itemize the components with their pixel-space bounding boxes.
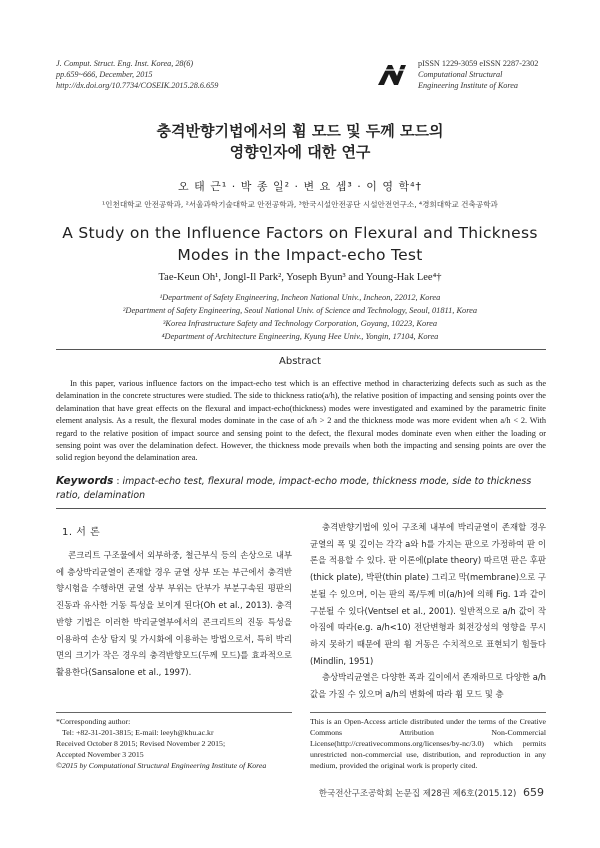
title-english-line-2: Modes in the Impact-echo Test bbox=[177, 246, 423, 264]
affiliation-english: ⁴Department of Architecture Engineering, Kyung Hee Univ., Yongin, 17104, Korea bbox=[161, 332, 439, 341]
right-column bbox=[310, 519, 546, 703]
keywords-bottom-rule bbox=[56, 508, 546, 509]
affiliation-english: ¹Department of Safety Engineering, Incheon National Univ., Incheon, 22012, Korea bbox=[159, 293, 441, 302]
affiliations-korean: ¹인천대학교 안전공학과, ²서울과학기술대학교 안전공학과, ³한국시설안전공단 시설안전연구소, ⁴경희대학교 건축공학과 bbox=[102, 200, 498, 209]
paragraph: 콘크리트 구조물에서 외부하중, 철근부식 등의 손상으로 내부에 층상박리균열이 존재할 경우 균열 상부 또는 부근에서 충격반향시험을 수행하면 균열 상부 부위는 단부가 부분구속된 평판의 진동과 유사한 거동 특성을 보이게 된다(Oh et al., 2013). 충격반향 기법은 이러한 박리균열부에서의 콘크리트의 진동 특성을 이용하여 손상 탐지 및 가시화에 이용하는 방법으로서, 특히 박리면의 크기가 작은 경우의 충격반향모드(두께 모드)를 효과적으로 활용한다(Sansalone et al., 1997). bbox=[56, 550, 292, 677]
keywords-separator: : bbox=[116, 476, 123, 487]
issn-line: pISSN 1229-3059 eISSN 2287-2302 bbox=[418, 59, 539, 68]
journal-header-right bbox=[418, 58, 538, 91]
header-line: Engineering Institute of Korea bbox=[418, 81, 518, 90]
title-korean-line-2: 영향인자에 대한 연구 bbox=[229, 143, 371, 161]
header-line: J. Comput. Struct. Eng. Inst. Korea, 28(6) bbox=[56, 59, 194, 68]
copyright-line: ©2015 by Computational Structural Engineering Institute of Korea bbox=[56, 761, 267, 770]
received-line: Received October 8 2015; Revised November 2 2015; bbox=[56, 739, 226, 748]
abstract-heading: Abstract bbox=[279, 356, 321, 367]
title-korean-line-1: 충격반향기법에서의 휨 모드 및 두께 모드의 bbox=[156, 122, 444, 140]
footnote-rule-right bbox=[310, 712, 546, 713]
header-line: pp.659~666, December, 2015 bbox=[56, 70, 153, 79]
section-title: 1. 서 론 bbox=[62, 527, 101, 538]
paragraph: 층상박리균열은 다양한 폭과 깊이에서 존재하므로 다양한 a/h 값을 가질 수 있으며 a/h의 변화에 따라 휨 모드 및 층 bbox=[310, 672, 546, 700]
left-column bbox=[56, 547, 292, 681]
contact-line: Tel: +82-31-201-3815; E-mail: leeyh@khu.ac.kr bbox=[62, 728, 214, 737]
abstract-body: In this paper, various influence factors on the impact-echo test which is an effective method in characterizing defects such as such as the delamination in the concrete structures were studied. The side to thickness ratio(a/h), the relative position of impacting and sensing points over the delamination that have great effects on the flexural and impact-echo(thickness) modes were investigated and examined by the parametric finite element analysis. As a result, the flexural modes dominate in the case of a/h > 2 and the thickness mode was more evident when a/h < 2. With regard to the relative position of impact source and sensing point to the defect, the flexural modes dominate even when either the loading or sensing point was over the delamination defect. However, the thickness mode prevails when both the impacting and sensing points are over the solid region beyond the delamination area. bbox=[56, 379, 546, 463]
footnote-rule-left bbox=[56, 712, 292, 713]
title-english-line-1: A Study on the Influence Factors on Flexural and Thickness bbox=[62, 224, 538, 242]
paragraph: 충격반향기법에 있어 구조체 내부에 박리균열이 존재할 경우 균열의 폭 및 깊이는 각각 a와 h를 가지는 판으로 가정하여 판 이론을 적용할 수 있다. 판 이론에(plate theory) 따르면 판은 후판(thick plate), 박판(thin plate) 그리고 막(membrane)으로 구분될 수 있으며, 이는 판의 폭/두께 비(a/h)에 의해 Fig. 1과 같이 구분될 수 있다(Ventsel et al., 2001). 일반적으로 a/h 값이 작아짐에 따라(e.g. a/h<10) 전단변형과 회전강성의 영향을 무시하지 못하기 때문에 판의 휨 거동은 수치적으로 표현되기 힘들다(Mindlin, 1951) bbox=[310, 522, 546, 666]
page-footer bbox=[319, 786, 544, 799]
journal-footer-text: 한국전산구조공학회 논문집 제28권 제6호(2015.12) bbox=[318, 789, 517, 799]
corresponding-author-label: *Corresponding author: bbox=[56, 717, 131, 726]
keywords bbox=[56, 474, 546, 503]
accepted-line: Accepted November 3 2015 bbox=[56, 750, 144, 759]
journal-header-left bbox=[56, 58, 218, 91]
abstract-top-rule bbox=[56, 349, 546, 350]
keywords-label: Keywords bbox=[56, 475, 114, 487]
header-line: http://dx.doi.org/10.7734/COSEIK.2015.28.6.659 bbox=[56, 81, 219, 90]
journal-logo-icon bbox=[376, 64, 408, 86]
affiliation-english: ²Department of Safety Engineering, Seoul National Univ. of Science and Technology, Seoul, 01811, Korea bbox=[122, 306, 478, 315]
header-line: Computational Structural bbox=[418, 70, 503, 79]
affiliation-english: ³Korea Infrastructure Safety and Technology Corporation, Goyang, 10223, Korea bbox=[162, 319, 438, 328]
license-note: This is an Open-Access article distributed under the terms of the Creative Commons Attribution Non-Commercial License(http://creativecommons.org/licenses/by-nc/3.0) which permits unrestricted non-commercial use, distribution, and reproduction in any medium, provided the original work is properly cited. bbox=[310, 717, 546, 770]
authors-korean: 오 태 근¹ · 박 종 일² · 변 요 셉³ · 이 영 학⁴† bbox=[177, 180, 423, 193]
authors-english: Tae-Keun Oh¹, Jongl-Il Park², Yoseph Byun³ and Young-Hak Lee⁴† bbox=[158, 272, 442, 283]
footnote-left bbox=[56, 716, 296, 771]
keywords-text: impact-echo test, flexural mode, impact-echo mode, thickness mode, side to thickness ratio, delamination bbox=[56, 476, 532, 501]
page-number: 659 bbox=[523, 786, 544, 799]
